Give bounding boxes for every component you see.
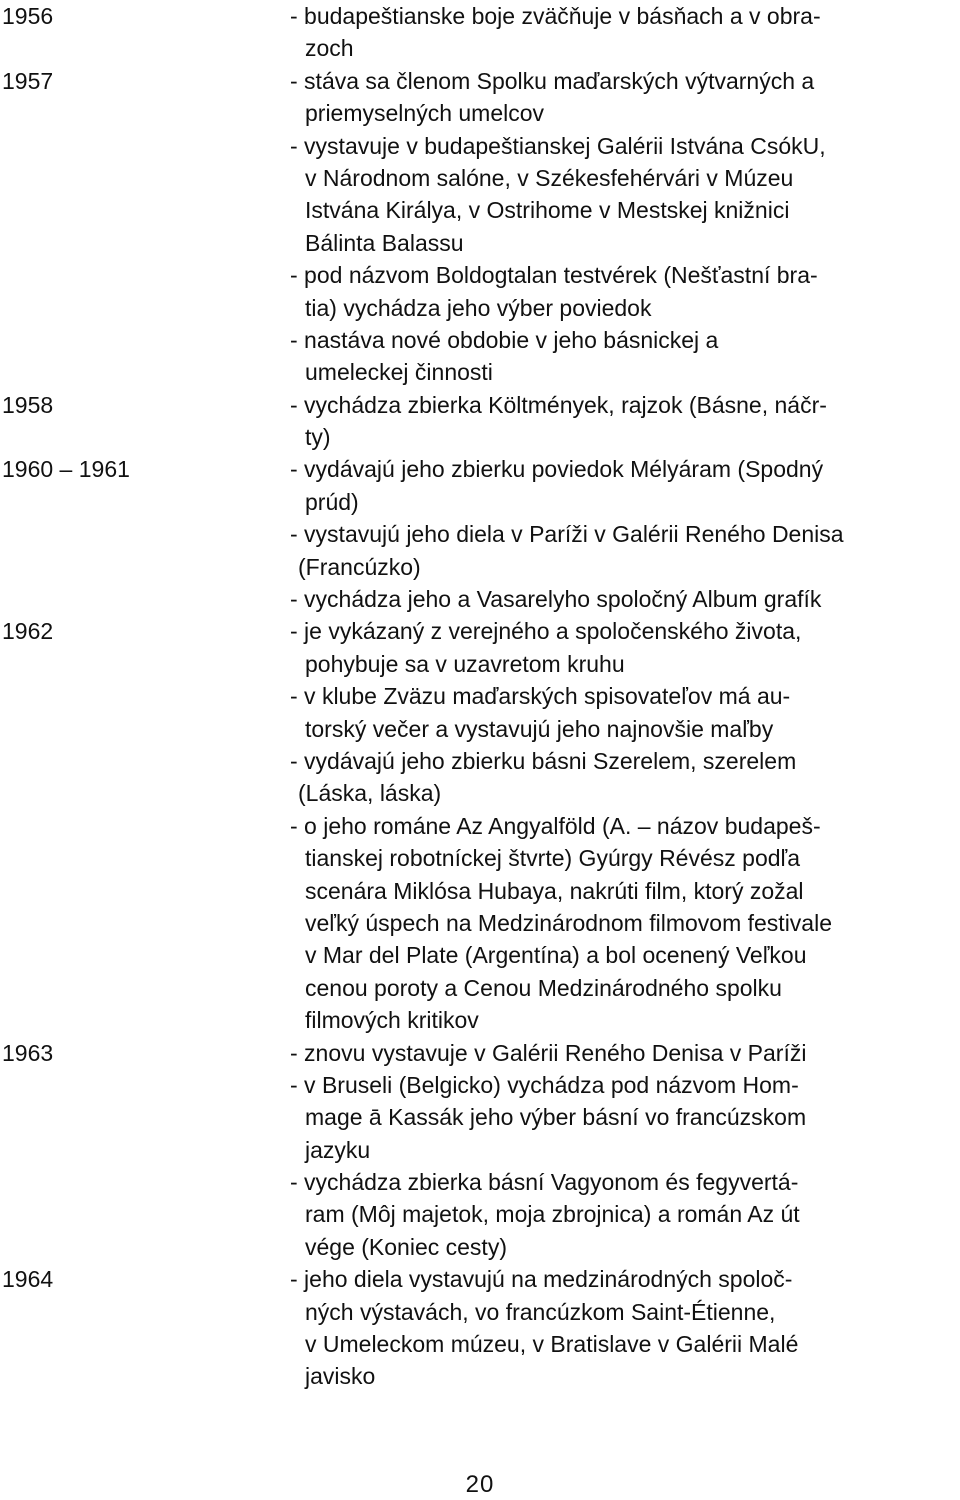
event-item: - pod názvom Boldogtalan testvérek (Nešťastní bra- xyxy=(290,262,818,289)
event-continuation: pohybuje sa v uzavretom kruhu xyxy=(305,650,625,677)
event-continuation: (Láska, láska) xyxy=(298,780,442,807)
entry-line xyxy=(0,1263,960,1295)
year-entry xyxy=(0,1263,960,1393)
event-continuation: Istvána Királya, v Ostrihome v Mestskej knižnici xyxy=(305,197,790,224)
event-item: - znovu vystavuje v Galérii Reného Denisa v Paríži xyxy=(290,1039,807,1066)
entry-line xyxy=(0,194,960,226)
entry-line xyxy=(0,356,960,388)
entry-line xyxy=(0,713,960,745)
entry-line xyxy=(0,453,960,485)
entry-line xyxy=(0,324,960,356)
event-item: - budapeštianske boje zväčňuje v básňach a v obra- xyxy=(290,3,821,29)
event-continuation: torský večer a vystavujú jeho najnovšie maľby xyxy=(305,715,774,742)
entry-line xyxy=(0,0,960,32)
event-continuation: ram (Môj majetok, moja zbrojnica) a román Az út xyxy=(305,1201,800,1228)
event-item: - vydávajú jeho zbierku básni Szerelem, szerelem xyxy=(290,747,797,774)
event-continuation: v Mar del Plate (Argentína) a bol ocenený Veľkou xyxy=(305,942,807,969)
year-label: 1958 xyxy=(2,391,54,418)
entry-line xyxy=(0,1198,960,1230)
event-item: - vychádza jeho a Vasarelyho spoločný Album grafík xyxy=(290,586,822,613)
entry-line xyxy=(0,1231,960,1263)
entry-line xyxy=(0,615,960,647)
year-entry xyxy=(0,615,960,1036)
event-continuation: prúd) xyxy=(305,488,359,515)
event-item: - v klube Zväzu maďarských spisovateľov má au- xyxy=(290,683,791,710)
year-entry xyxy=(0,0,960,65)
event-item: - vystavuje v budapeštianskej Galérii Istvána CsókU, xyxy=(290,132,826,159)
page-number: 20 xyxy=(465,1471,495,1498)
event-continuation: scenára Miklósa Hubaya, nakrúti film, ktorý zožal xyxy=(305,877,804,904)
event-continuation: vége (Koniec cesty) xyxy=(305,1233,507,1260)
event-continuation: cenou poroty a Cenou Medzinárodného spolku xyxy=(305,974,782,1001)
event-continuation: Bálinta Balassu xyxy=(305,229,464,256)
entry-line xyxy=(0,32,960,64)
year-label: 1956 xyxy=(2,3,54,29)
year-label: 1960 – 1961 xyxy=(2,456,130,483)
entry-line xyxy=(0,972,960,1004)
entry-line xyxy=(0,810,960,842)
entry-line xyxy=(0,680,960,712)
event-continuation: ty) xyxy=(305,424,331,451)
entry-line xyxy=(0,259,960,291)
event-continuation: mage ā Kassák jeho výber básní vo francúzskom xyxy=(305,1104,807,1131)
event-continuation: veľký úspech na Medzinárodnom filmovom festivale xyxy=(305,909,833,936)
year-label: 1963 xyxy=(2,1039,54,1066)
entry-line xyxy=(0,389,960,421)
entry-line xyxy=(0,907,960,939)
entry-line xyxy=(0,227,960,259)
event-item: - v Bruseli (Belgicko) vychádza pod názvom Hom- xyxy=(290,1071,799,1098)
entry-line xyxy=(0,162,960,194)
year-label: 1957 xyxy=(2,67,54,94)
event-item: - vydávajú jeho zbierku poviedok Mélyáram (Spodný xyxy=(290,456,824,483)
entry-line xyxy=(0,130,960,162)
event-continuation: (Francúzko) xyxy=(298,553,421,580)
event-item: - vystavujú jeho diela v Paríži v Galérii Reného Denisa xyxy=(290,521,844,548)
entry-line xyxy=(0,745,960,777)
event-item: - vychádza zbierka Költmények, rajzok (Básne, náčr- xyxy=(290,391,827,418)
entry-line xyxy=(0,842,960,874)
entry-line xyxy=(0,1166,960,1198)
event-continuation: v Národnom salóne, v Székesfehérvári v Múzeu xyxy=(305,164,794,191)
event-item: - stáva sa členom Spolku maďarských výtvarných a xyxy=(290,67,815,94)
event-item: - jeho diela vystavujú na medzinárodných spoloč- xyxy=(290,1266,793,1293)
event-continuation: javisko xyxy=(305,1363,376,1390)
event-item: - vychádza zbierka básní Vagyonom és fegyvertá- xyxy=(290,1169,799,1196)
year-label: 1962 xyxy=(2,618,54,645)
entry-line xyxy=(0,1328,960,1360)
entry-line xyxy=(0,1069,960,1101)
event-continuation: tianskej robotníckej štvrte) Gyúrgy Révész podľa xyxy=(305,845,801,872)
entry-line xyxy=(0,421,960,453)
entry-line xyxy=(0,97,960,129)
event-item: - nastáva nové obdobie v jeho básnickej a xyxy=(290,326,719,353)
year-entry xyxy=(0,1037,960,1264)
entry-line xyxy=(0,939,960,971)
entry-line xyxy=(0,65,960,97)
entry-line xyxy=(0,1134,960,1166)
event-continuation: zoch xyxy=(305,35,354,62)
event-continuation: jazyku xyxy=(305,1136,371,1163)
entry-line xyxy=(0,518,960,550)
event-continuation: ných výstavách, vo francúzkom Saint-Étienne, xyxy=(305,1298,776,1325)
entry-line xyxy=(0,1037,960,1069)
entry-line xyxy=(0,1101,960,1133)
year-label: 1964 xyxy=(2,1266,54,1293)
year-entry xyxy=(0,65,960,389)
event-continuation: filmových kritikov xyxy=(305,1007,479,1034)
event-continuation: priemyselných umelcov xyxy=(305,100,545,127)
year-entry xyxy=(0,453,960,615)
event-item: - o jeho románe Az Angyalföld (A. – názov budapeš- xyxy=(290,812,821,839)
entry-line xyxy=(0,648,960,680)
event-continuation: tia) vychádza jeho výber poviedok xyxy=(305,294,652,321)
year-entry xyxy=(0,389,960,454)
entry-line xyxy=(0,1360,960,1392)
entry-line xyxy=(0,1004,960,1036)
entry-line xyxy=(0,583,960,615)
entry-line xyxy=(0,551,960,583)
event-continuation: umeleckej činnosti xyxy=(305,359,493,386)
entry-line xyxy=(0,486,960,518)
entry-line xyxy=(0,777,960,809)
entry-line xyxy=(0,875,960,907)
entry-line xyxy=(0,1296,960,1328)
event-item: - je vykázaný z verejného a spoločenského života, xyxy=(290,618,802,645)
entry-line xyxy=(0,292,960,324)
event-continuation: v Umeleckom múzeu, v Bratislave v Galérii Malé xyxy=(305,1331,799,1358)
